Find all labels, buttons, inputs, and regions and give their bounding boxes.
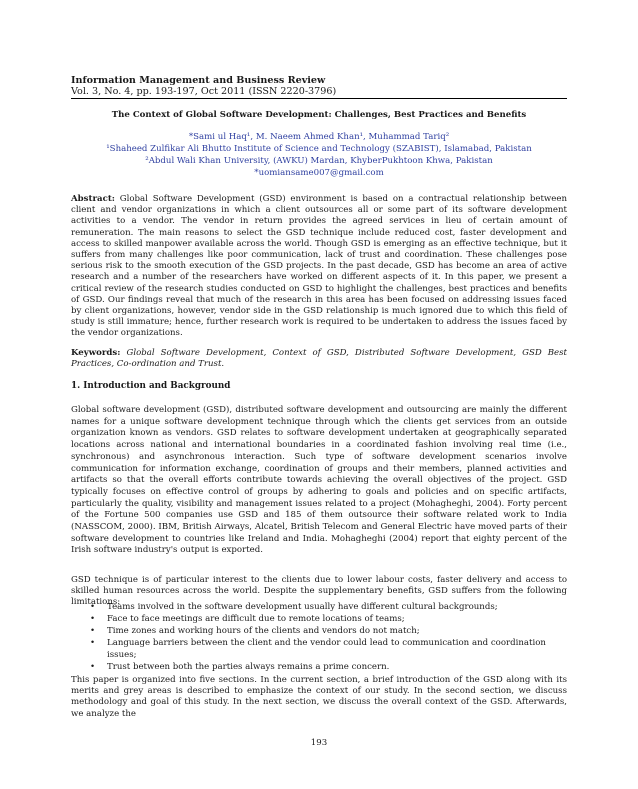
affiliation-2: ²Abdul Wali Khan University, (AWKU) Mardan, KhyberPukhtoon Khwa, Pakistan	[145, 156, 493, 166]
affiliation-1: ¹Shaheed Zulfikar Ali Bhutto Institute of Science and Technology (SZABIST), Islamabad, Pakistan	[106, 144, 532, 154]
abstract-label: Abstract:	[71, 194, 115, 204]
page-number: 193	[310, 738, 328, 748]
list-item: • Teams involved in the software development usually have different cultural backgrounds;	[71, 601, 567, 613]
paper-title: The Context of Global Software Development: Challenges, Best Practices and Benefits	[111, 110, 527, 120]
limitations-list	[71, 601, 567, 673]
abstract	[71, 194, 567, 340]
list-item: • Trust between both the parties always remains a prime concern.	[71, 661, 567, 673]
intro-paragraph-3: This paper is organized into five sections. In the current section, a brief introduction of the GSD along with its merits and grey areas is described to emphasize the context of our study. In the second section, we discuss methodology and goal of this study. In the next section, we discuss the overall context of the GSD. Afterwards, we analyze the	[71, 675, 567, 719]
author-list: *Sami ul Haq¹, M. Naeem Ahmed Khan¹, Muhammad Tariq²	[188, 132, 450, 142]
list-item: • Time zones and working hours of the clients and vendors do not match;	[71, 625, 567, 637]
journal-title: Information Management and Business Review	[71, 75, 326, 86]
list-item: • Face to face meetings are difficult due to remote locations of teams;	[71, 613, 567, 625]
author-email: *uomiansame007@gmail.com	[254, 168, 384, 178]
header-rule	[71, 98, 567, 99]
abstract-text: Global Software Development (GSD) environment is based on a contractual relationship between client and vendor organizations in which a client outsources all or some part of its software development activities to a vendor. The vendor in return provides the agreed services in lieu of certain amount of remuneration. The main reasons to select the GSD technique include reduced cost, faster development and access to skilled manpower available across the world. Though GSD is emerging as an effective technique, but it suffers from many challenges like poor communication, lack of trust and coordination. These challenges pose serious risk to the smooth execution of the GSD projects. In the past decade, GSD has become an area of active research and a number of the researchers have worked on different aspects of it. In this paper, we present a critical review of the research studies conducted on GSD to highlight the challenges, best practices and benefits of GSD. Our findings reveal that much of the research in this area has been focused on addressing issues faced by client organizations, however, vendor side in the GSD relationship is much ignored due to which this field of study is still immature; hence, further research work is required to be undertaken to address the issues faced by the vendor organizations.	[71, 194, 567, 339]
list-item: • Language barriers between the client and the vendor could lead to communication and coordination issues;	[71, 637, 567, 661]
journal-volume: Vol. 3, No. 4, pp. 193-197, Oct 2011 (ISSN 2220-3796)	[71, 86, 337, 97]
keywords	[71, 348, 567, 370]
keywords-label: Keywords:	[71, 348, 121, 358]
intro-paragraph-1: Global software development (GSD), distributed software development and outsourcing are mainly the different names for a unique software development technique through which the clients get services from an outside organization known as vendors. GSD relates to software development undertaken at geographically separated locations across national and international boundaries in a coordinated fashion involving real time (i.e., synchronous) and asynchronous interaction. Such type of software development scenarios involve communication for information exchange, coordination of groups and their members, planned activities and artifacts so that the overall efforts contribute towards achieving the overall objectives of the project. GSD typically focuses on effective control of groups by adhering to goals and policies and on specific artifacts, particularly the quality, visibility and management issues related to a project (Mohagheghi, 2004). Forty percent of the Fortune 500 companies use GSD and 185 of them outsource their software related work to India (NASSCOM, 2000). IBM, British Airways, Alcatel, British Telecom and General Electric have moved parts of their software development to countries like Ireland and India. Mohagheghi (2004) report that eighty percent of the Irish software industry's output is exported.	[71, 405, 567, 556]
keywords-text: Global Software Development, Context of GSD, Distributed Software Development, GSD Best Practices, Co-ordination and Trust.	[71, 348, 567, 370]
section-heading: 1. Introduction and Background	[71, 381, 231, 391]
intro-paragraph-2: GSD technique is of particular interest to the clients due to lower labour costs, faster delivery and access to skilled human resources across the world. Despite the supplementary benefits, GSD suffers from the following limitations:	[71, 575, 567, 608]
